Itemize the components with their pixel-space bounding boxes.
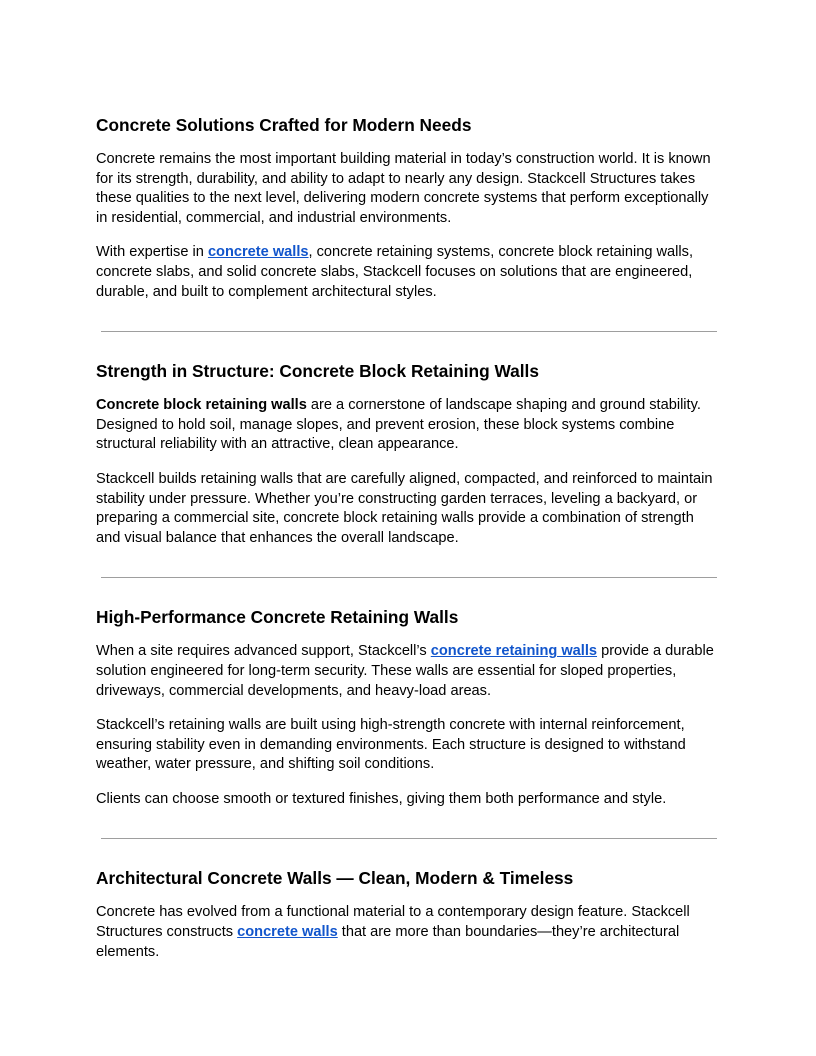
section-heading: Concrete Solutions Crafted for Modern Needs bbox=[96, 115, 472, 135]
section-heading: Architectural Concrete Walls — Clean, Modern & Timeless bbox=[96, 868, 574, 889]
concrete-walls-link[interactable]: concrete walls bbox=[207, 244, 309, 261]
paragraph bbox=[96, 243, 720, 302]
section-heading: High-Performance Concrete Retaining Walls bbox=[96, 607, 459, 628]
text-run: , concrete retaining systems, concrete block retaining walls, concrete slabs, and solid concrete slabs, Stackcell focuses on solutions that are engineered, durable, and built to complement architectural styles. bbox=[96, 244, 694, 300]
paragraph: Stackcell builds retaining walls that are carefully aligned, compacted, and reinforced to maintain stability under pressure. Whether you’re constructing garden terraces, leveling a backyard, or preparing a commercial site, concrete block retaining walls provide a combination of strength and visual balance that enhances the overall landscape. bbox=[96, 470, 713, 546]
concrete-retaining-walls-link[interactable]: concrete retaining walls bbox=[430, 643, 598, 660]
paragraph: Clients can choose smooth or textured finishes, giving them both performance and style. bbox=[96, 790, 667, 807]
document-page bbox=[96, 114, 720, 977]
paragraph bbox=[96, 396, 720, 455]
text-run: are a cornerstone of landscape shaping and ground stability. Designed to hold soil, manage slopes, and prevent erosion, these block systems combine structural reliability with an attractive, clean appearance. bbox=[96, 397, 701, 453]
bold-term: Concrete block retaining walls bbox=[96, 397, 307, 414]
section-divider bbox=[101, 577, 717, 578]
paragraph: Stackcell’s retaining walls are built using high-strength concrete with internal reinforcement, ensuring stability even in demanding environments. Each structure is designed to withstand weather, water pressure, and shifting soil conditions. bbox=[96, 717, 686, 773]
concrete-walls-link[interactable]: concrete walls bbox=[237, 924, 338, 941]
section-divider bbox=[101, 838, 717, 839]
paragraph: Concrete remains the most important building material in today’s construction world. It is known for its strength, durability, and ability to adapt to nearly any design. Stackcell Structures takes these qualities to the next level, delivering modern concrete systems that perform exceptionally in residential, commercial, and industrial environments. bbox=[96, 151, 711, 226]
paragraph bbox=[96, 903, 720, 962]
text-run: that are more than boundaries—they’re architectural elements. bbox=[96, 924, 680, 960]
section-high-performance-walls bbox=[96, 606, 720, 809]
section-divider bbox=[101, 331, 717, 332]
text-run: Concrete has evolved from a functional material to a contemporary design feature. Stackcell Structures constructs bbox=[96, 904, 690, 941]
text-run: When a site requires advanced support, Stackcell’s bbox=[96, 643, 431, 660]
section-heading: Strength in Structure: Concrete Block Retaining Walls bbox=[96, 361, 539, 382]
section-architectural-walls bbox=[96, 867, 720, 962]
paragraph bbox=[96, 642, 720, 701]
section-concrete-solutions bbox=[96, 114, 720, 302]
text-run: provide a durable solution engineered for long-term security. These walls are essential for sloped properties, driveways, commercial developments, and heavy-load areas. bbox=[96, 643, 714, 699]
section-block-retaining-walls bbox=[96, 360, 720, 548]
text-run: With expertise in bbox=[96, 244, 208, 261]
